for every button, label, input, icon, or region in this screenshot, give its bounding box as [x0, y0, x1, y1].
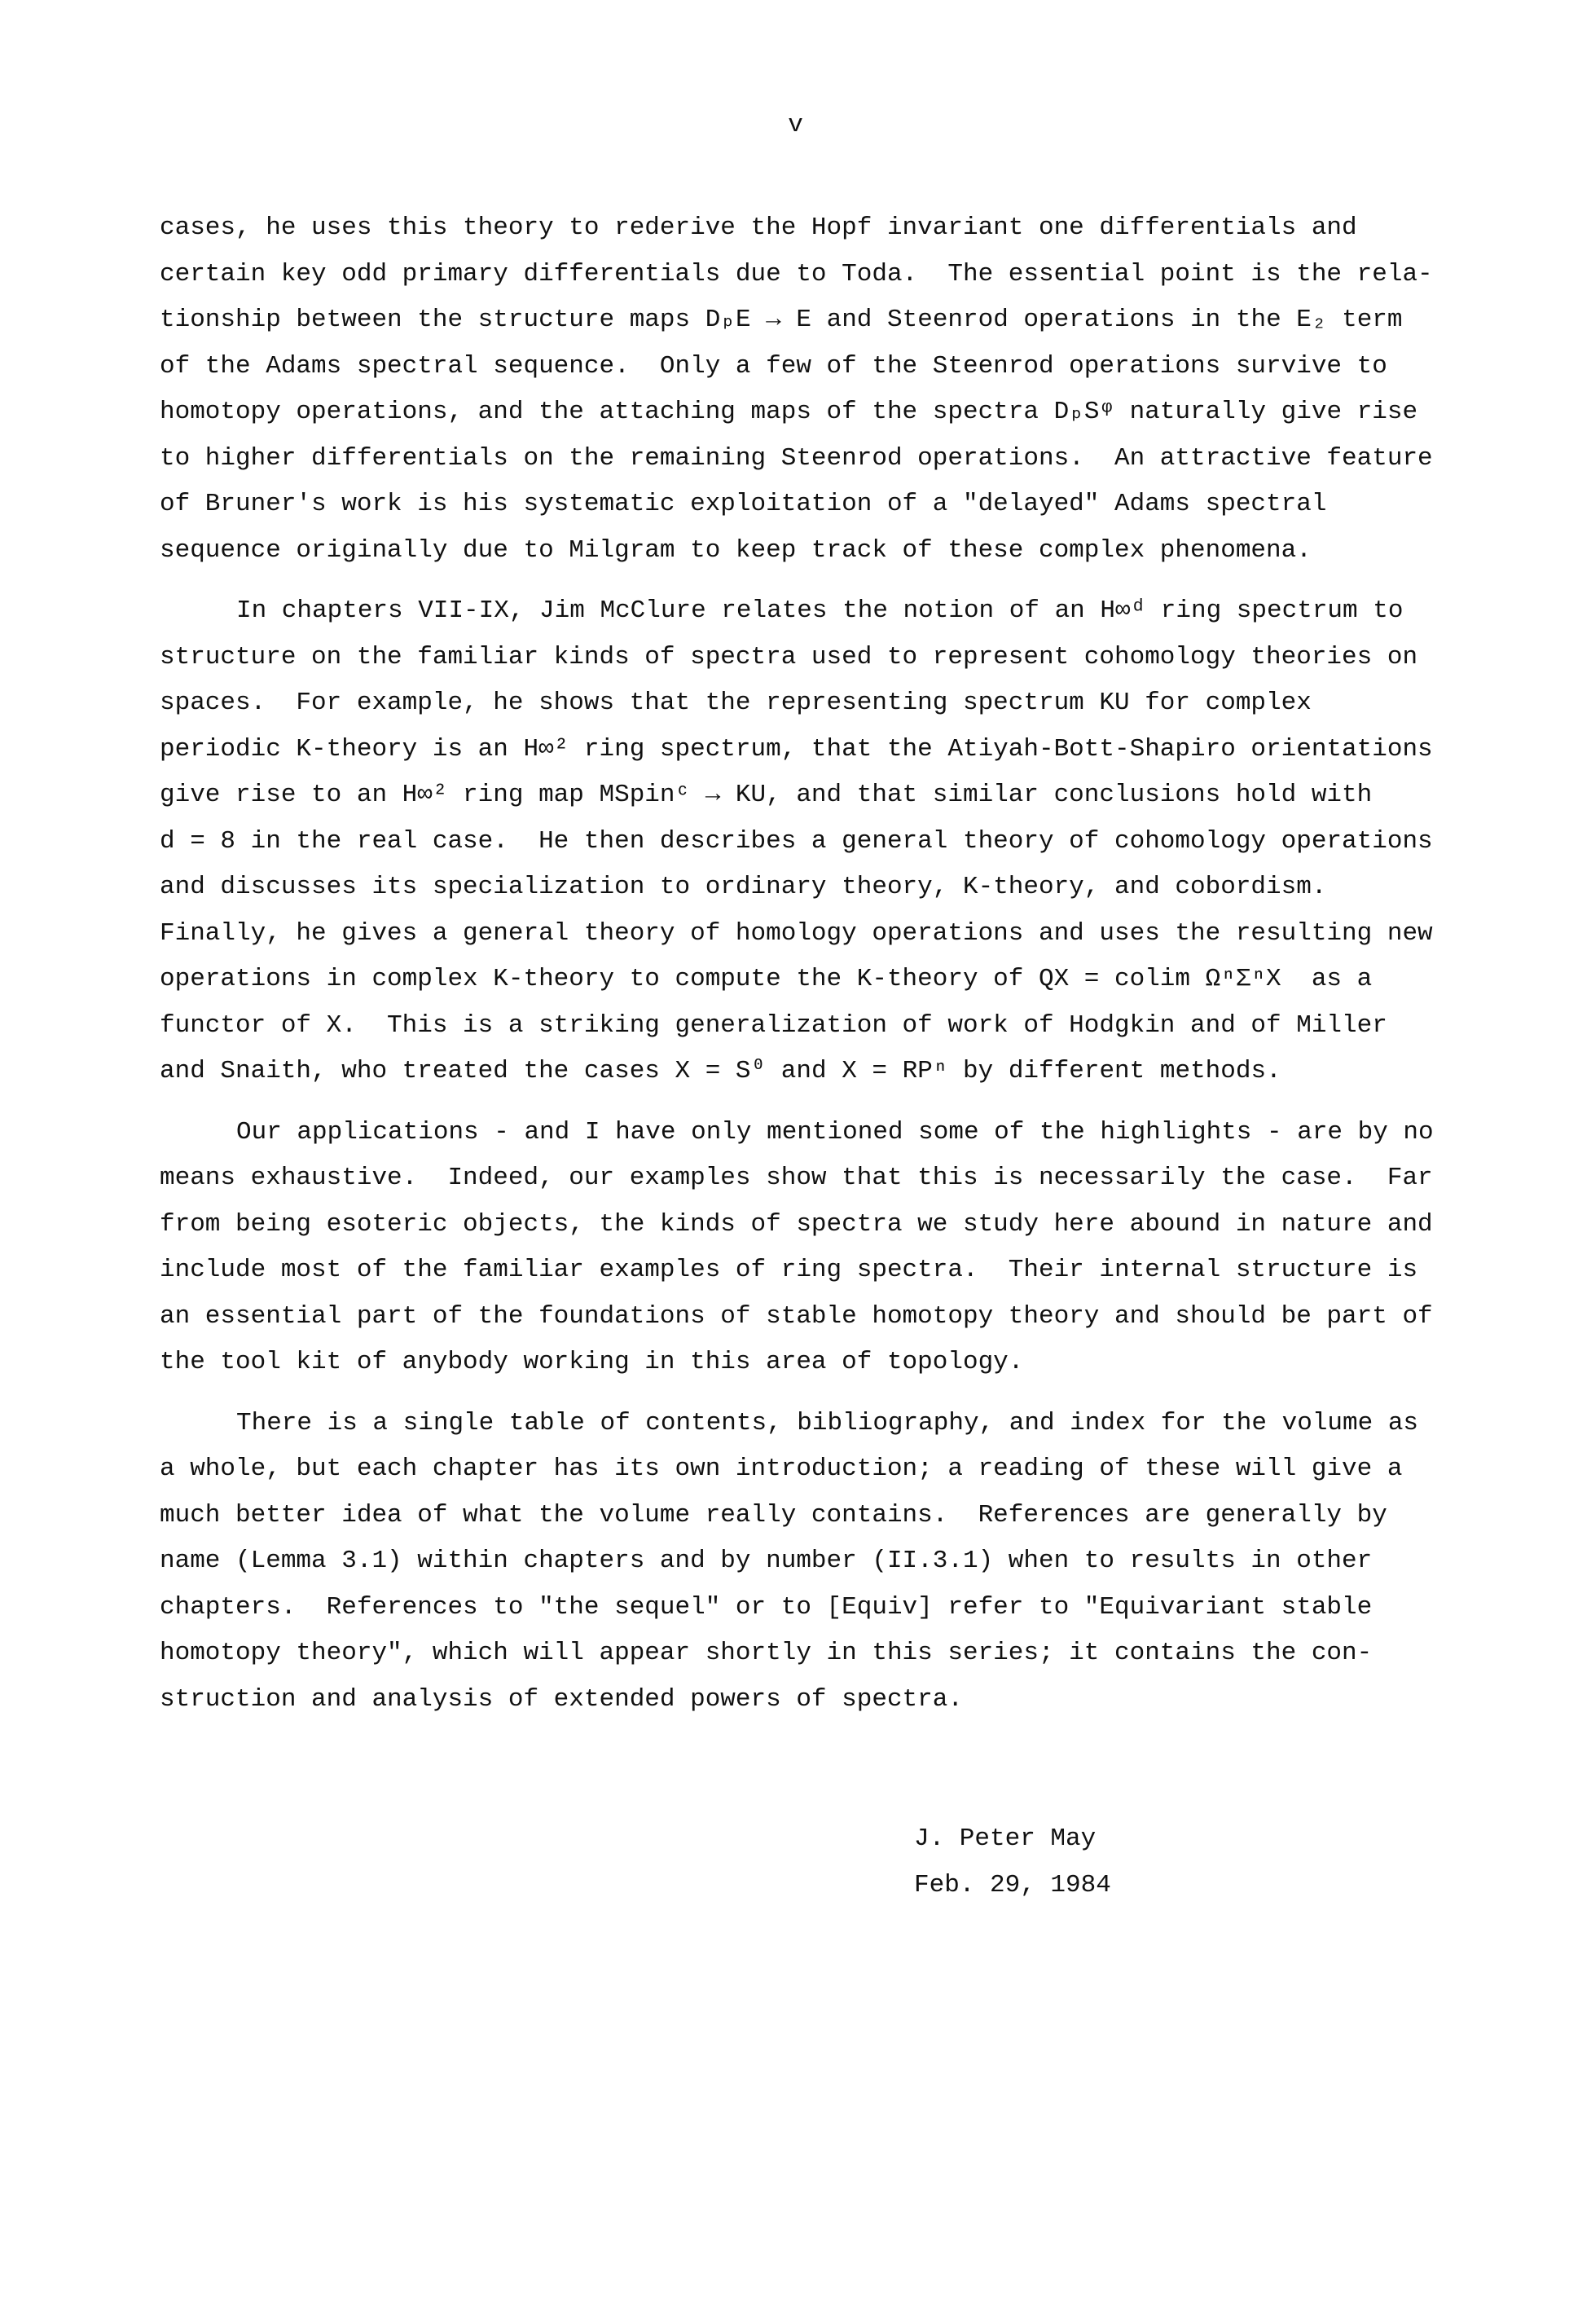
text-line: Our applications - and I have only mentioned some of the highlights - are by no [236, 1117, 1434, 1147]
signature-date: Feb. 29, 1984 [914, 1871, 1111, 1899]
text-line: certain key odd primary differentials due to Toda. The essential point is the rela- [160, 259, 1433, 288]
text-line: There is a single table of contents, bibliography, and index for the volume as [236, 1408, 1419, 1437]
text-line: struction and analysis of extended powers of spectra. [160, 1684, 963, 1714]
text-line: of Bruner's work is his systematic exploitation of a "delayed" Adams spectral [160, 490, 1327, 518]
signature [914, 1816, 1111, 1908]
text-line: cases, he uses this theory to rederive the Hopf invariant one differentials and [160, 213, 1357, 242]
paragraph-gap [160, 574, 1455, 588]
text-line: include most of the familiar examples of ring spectra. Their internal structure is [160, 1256, 1418, 1284]
text-line: the tool kit of anybody working in this area of topology. [160, 1348, 1024, 1376]
paragraph-2 [160, 588, 1455, 1095]
text-line: Finally, he gives a general theory of homology operations and uses the resulting new [160, 918, 1433, 948]
text-line: chapters. References to "the sequel" or to [Equiv] refer to "Equivariant stable [160, 1592, 1373, 1622]
text-line: a whole, but each chapter has its own introduction; a reading of these will give a [160, 1455, 1403, 1483]
text-line: means exhaustive. Indeed, our examples show that this is necessarily the case. Far [160, 1164, 1433, 1192]
text-line: homotopy theory", which will appear shortly in this series; it contains the con- [160, 1639, 1373, 1667]
text-line: In chapters VII-IX, Jim McClure relates the notion of an H∞ᵈ ring spectrum to [236, 596, 1404, 625]
text-line: structure on the familiar kinds of spectra used to represent cohomology theories on [160, 642, 1418, 671]
text-line: d = 8 in the real case. He then describes a general theory of cohomology operations [160, 826, 1433, 856]
paragraph-4 [160, 1401, 1455, 1723]
paragraph-1 [160, 205, 1455, 574]
page-number: v [788, 111, 803, 139]
text-line: tionship between the structure maps DₚE → E and Steenrod operations in the E₂ term [160, 306, 1403, 334]
text-line: and Snaith, who treated the cases X = S⁰ and X = RPⁿ by different methods. [160, 1057, 1281, 1085]
text-line: to higher differentials on the remaining Steenrod operations. An attractive feature [160, 443, 1433, 473]
text-line: give rise to an H∞² ring map MSpinᶜ → KU, and that similar conclusions hold with [160, 781, 1373, 809]
text-line: an essential part of the foundations of stable homotopy theory and should be part of [160, 1301, 1433, 1331]
text-line: homotopy operations, and the attaching maps of the spectra DₚSᵠ naturally give rise [160, 398, 1418, 426]
paragraph-gap [160, 1386, 1455, 1401]
text-line: operations in complex K-theory to compute the K-theory of QX = colim ΩⁿΣⁿX as a [160, 965, 1373, 993]
paragraph-gap [160, 1095, 1455, 1110]
text-line: functor of X. This is a striking generalization of work of Hodgkin and of Miller [160, 1010, 1387, 1040]
text-line: periodic K-theory is an H∞² ring spectrum, that the Atiyah-Bott-Shapiro orientations [160, 734, 1433, 764]
text-line: sequence originally due to Milgram to keep track of these complex phenomena. [160, 535, 1312, 565]
paragraph-3 [160, 1110, 1455, 1386]
signature-author: J. Peter May [914, 1824, 1097, 1853]
text-line: and discusses its specialization to ordinary theory, K-theory, and cobordism. [160, 873, 1327, 901]
text-line: spaces. For example, he shows that the representing spectrum KU for complex [160, 689, 1312, 717]
body-text [160, 205, 1455, 1723]
text-line: from being esoteric objects, the kinds of spectra we study here abound in nature and [160, 1209, 1433, 1239]
text-line: much better idea of what the volume really contains. References are generally by [160, 1500, 1387, 1530]
text-line: of the Adams spectral sequence. Only a few of the Steenrod operations survive to [160, 351, 1387, 381]
text-line: name (Lemma 3.1) within chapters and by number (II.3.1) when to results in other [160, 1547, 1373, 1575]
